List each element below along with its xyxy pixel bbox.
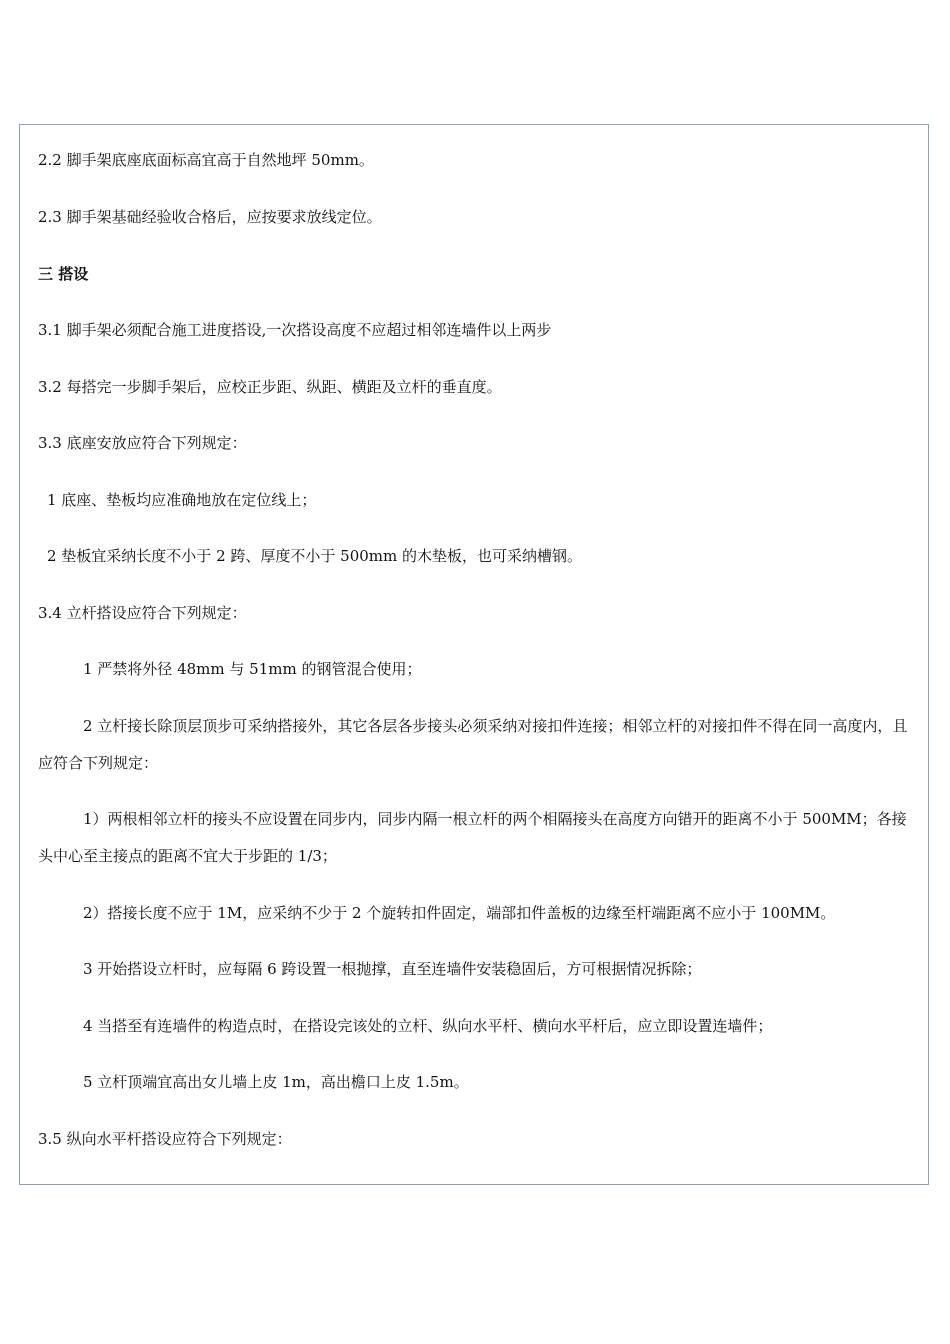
paragraph-3-1: 3.1 脚手架必须配合施工进度搭设,一次搭设高度不应超过相邻连墙件以上两步 [38,321,552,339]
paragraph-3-3-item-2: 2 垫板宜采纳长度不小于 2 跨、厚度不小于 500mm 的木垫板，也可采纳槽钢。 [47,547,583,565]
paragraph-3-4-subitem-1: 1）两根相邻立杆的接头不应设置在同步内，同步内隔一根立杆的两个相隔接头在高度方向错开的距离不小于 500MM；各接头中心至主接点的距离不宜大于步距的 1/3； [38,810,907,865]
paragraph-3-4-item-4: 4 当搭至有连墙件的构造点时，在搭设完该处的立杆、纵向水平杆、横向水平杆后，应立即设置连墙件； [83,1017,773,1035]
paragraph-2-3: 2.3 脚手架基础经验收合格后，应按要求放线定位。 [38,208,382,226]
paragraph-3-4-item-2: 2 立杆接长除顶层顶步可采纳搭接外，其它各层各步接头必须采纳对接扣件连接；相邻立杆的对接扣件不得在同一高度内，且应符合下列规定： [38,717,908,772]
paragraph-3-4-item-1: 1 严禁将外径 48mm 与 51mm 的钢管混合使用； [83,660,422,678]
paragraph-2-2: 2.2 脚手架底座底面标高宜高于自然地坪 50mm。 [38,151,374,169]
paragraph-3-3: 3.3 底座安放应符合下列规定： [38,434,247,452]
section-heading-3: 三 搭设 [38,265,89,283]
paragraph-3-4-item-5: 5 立杆顶端宜高出女儿墙上皮 1m，高出檐口上皮 1.5m。 [83,1073,469,1091]
paragraph-3-4-item-3: 3 开始搭设立杆时，应每隔 6 跨设置一根抛撑，直至连墙件安装稳固后，方可根据情况拆除； [83,960,702,978]
paragraph-3-2: 3.2 每搭完一步脚手架后，应校正步距、纵距、横距及立杆的垂直度。 [38,378,502,396]
paragraph-3-5: 3.5 纵向水平杆搭设应符合下列规定： [38,1130,292,1148]
paragraph-3-4-subitem-2: 2）搭接长度不应于 1M，应采纳不少于 2 个旋转扣件固定，端部扣件盖板的边缘至杆端距离不应小于 100MM。 [83,904,836,922]
paragraph-3-3-item-1: 1 底座、垫板均应准确地放在定位线上； [47,491,317,509]
paragraph-3-4: 3.4 立杆搭设应符合下列规定： [38,604,247,622]
